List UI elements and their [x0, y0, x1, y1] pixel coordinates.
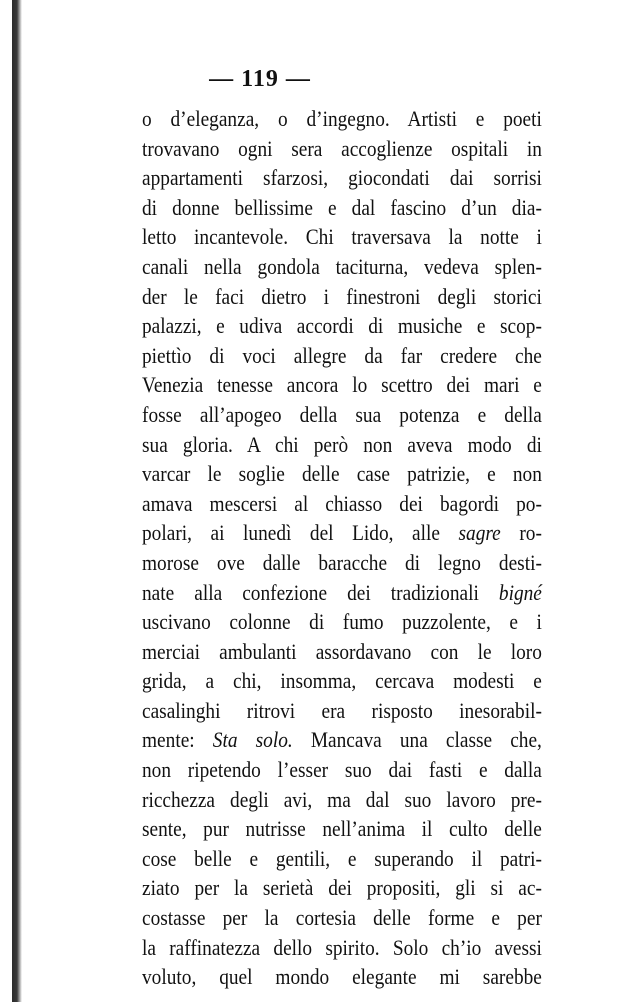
text-line	[142, 873, 542, 903]
text-run: la raffinatezza dello spirito. Solo ch’io avessi	[142, 934, 542, 960]
text-run: ricchezza degli avi, ma dal suo lavoro pre-	[142, 786, 542, 812]
text-run: merciai ambulanti assordavano con le loro	[142, 638, 542, 664]
text-run: nate alla confezione dei tradizionali	[142, 579, 499, 605]
text-line	[142, 903, 542, 933]
text-run: cose belle e gentili, e superando il patri-	[142, 845, 542, 871]
text-run: appartamenti sfarzosi, giocondati dai sorrisi	[142, 165, 542, 191]
text-line	[142, 637, 542, 667]
text-line	[142, 459, 542, 489]
italic-text-run: bigné	[498, 579, 542, 605]
text-run: letto incantevole. Chi traversava la notte i	[142, 224, 542, 250]
text-line	[142, 844, 542, 874]
text-line	[142, 814, 542, 844]
text-run: di donne bellissime e dal fascino d’un dia-	[142, 194, 542, 220]
text-line	[142, 134, 542, 164]
text-line	[142, 578, 542, 608]
text-line	[142, 222, 542, 252]
text-line	[142, 962, 542, 992]
text-line	[142, 489, 542, 519]
text-run: piettìo di voci allegre da far credere che	[142, 342, 542, 368]
text-line	[142, 430, 542, 460]
text-run: ziato per la serietà dei propositi, gli si ac-	[142, 875, 542, 901]
text-run: sua gloria. A chi però non aveva modo di	[142, 431, 542, 457]
text-line	[142, 282, 542, 312]
italic-text-run: sagre	[458, 520, 501, 546]
text-run: polari, ai lunedì del Lido, alle	[142, 520, 459, 546]
text-line	[142, 370, 542, 400]
text-run: voluto, quel mondo elegante mi sarebbe	[142, 964, 542, 990]
text-line	[142, 518, 542, 548]
text-line	[142, 400, 542, 430]
text-line	[142, 696, 542, 726]
text-run: ro-	[500, 520, 542, 546]
text-line	[142, 163, 542, 193]
text-run: fosse all’apogeo della sua potenza e della	[142, 401, 542, 427]
body-text	[142, 104, 542, 992]
text-run: sente, pur nutrisse nell’anima il culto delle	[142, 816, 542, 842]
italic-text-run: Sta solo.	[212, 727, 293, 753]
text-run: o d’eleganza, o d’ingegno. Artisti e poeti	[142, 106, 542, 131]
text-run: Venezia tenesse ancora lo scettro dei mari e	[142, 372, 542, 398]
text-run: trovavano ogni sera accoglienze ospitali in	[142, 135, 542, 161]
text-line	[142, 311, 542, 341]
text-line	[142, 785, 542, 815]
text-run: non ripetendo l’esser suo dai fasti e dalla	[142, 757, 542, 783]
text-line	[142, 548, 542, 578]
text-run: varcar le soglie delle case patrizie, e non	[142, 461, 542, 487]
page-binding-edge	[0, 0, 26, 1002]
text-run: casalinghi ritrovi era risposto inesorabil-	[142, 697, 542, 723]
text-line	[142, 104, 542, 134]
text-run: grida, a chi, insomma, cercava modesti e	[142, 668, 542, 694]
text-line	[142, 193, 542, 223]
text-line	[142, 755, 542, 785]
text-run: morose ove dalle baracche di legno desti-	[142, 549, 542, 575]
text-run: Mancava una classe che,	[292, 727, 542, 753]
text-run: der le faci dietro i finestroni degli storici	[142, 283, 542, 309]
text-line	[142, 252, 542, 282]
text-run: palazzi, e udiva accordi di musiche e scop-	[142, 313, 542, 339]
text-run: canali nella gondola taciturna, vedeva splen-	[142, 253, 542, 279]
page-number: — 119 —	[209, 66, 311, 92]
text-run: mente:	[142, 727, 213, 753]
text-line	[142, 607, 542, 637]
text-run: amava mescersi al chiasso dei bagordi po-	[142, 490, 542, 516]
text-run: uscivano colonne di fumo puzzolente, e i	[142, 609, 542, 635]
text-line	[142, 725, 542, 755]
text-line	[142, 341, 542, 371]
text-line	[142, 933, 542, 963]
text-run: costasse per la cortesia delle forme e per	[142, 905, 542, 931]
text-line	[142, 666, 542, 696]
